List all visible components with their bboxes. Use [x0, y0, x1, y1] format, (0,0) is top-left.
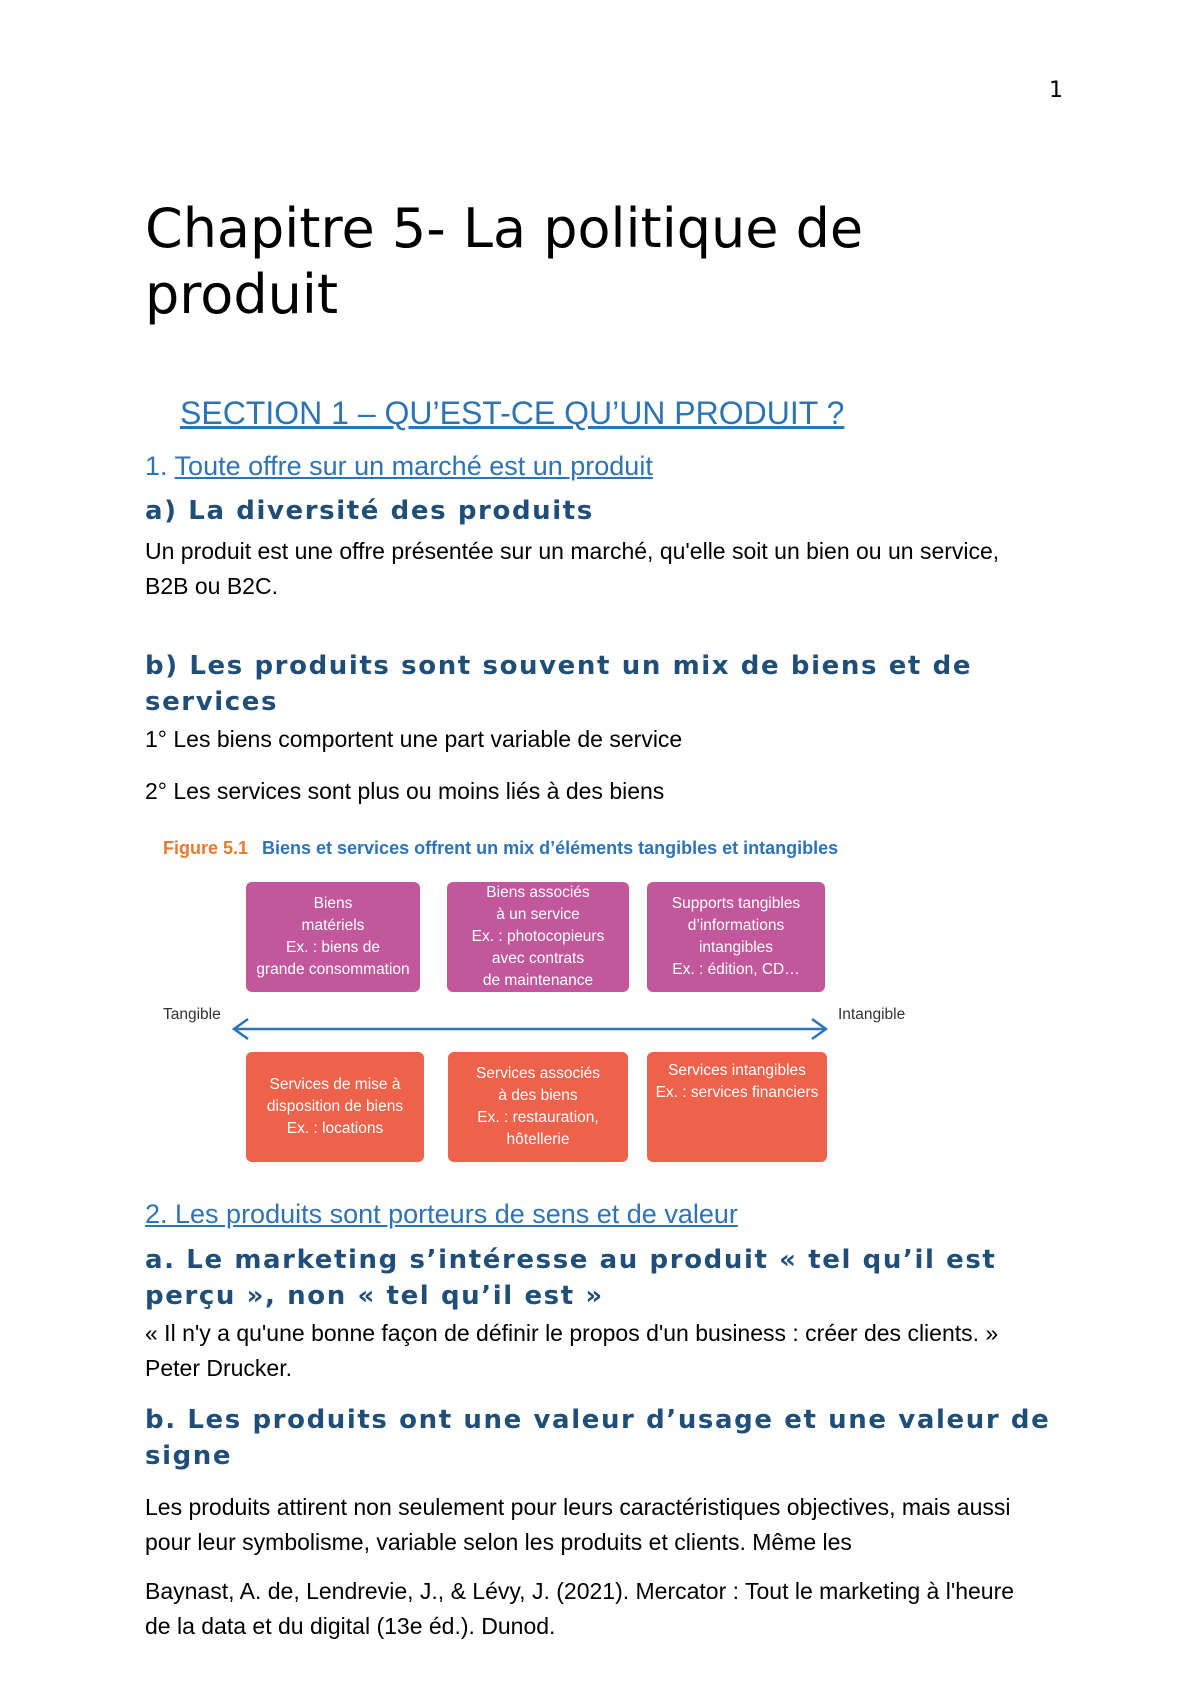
box-line: Ex. : biens de: [286, 939, 380, 956]
figure-number: Figure 5.1: [163, 838, 249, 858]
figure-box-top-3: [647, 882, 825, 992]
box-line: avec contrats: [491, 950, 585, 967]
page-number: 1: [1049, 78, 1063, 103]
heading-1-title: Toute offre sur un marché est un produit: [174, 451, 653, 481]
heading-1a: a) La diversité des produits: [145, 496, 594, 526]
figure-caption: Biens et services offrent un mix d’éléments tangibles et intangibles: [262, 838, 839, 858]
box-line: grande consommation: [256, 961, 410, 978]
box-line: disposition de biens: [266, 1098, 404, 1115]
box-line: matériels: [301, 917, 365, 934]
paragraph-1b-point1: 1° Les biens comportent une part variable de service: [145, 726, 683, 752]
box-line: intangibles: [698, 939, 774, 956]
heading-1: [145, 451, 653, 482]
heading-1b: b) Les produits sont souvent un mix de biens et de services: [145, 651, 973, 717]
figure-box-bottom-3: [647, 1052, 827, 1162]
box-line: Biens associés: [486, 884, 590, 901]
box-line: Services associés: [475, 1065, 601, 1082]
heading-2: [145, 1199, 738, 1230]
paragraph-1a: Un produit est une offre présentée sur un marché, qu'elle soit un bien ou un service, B2B ou B2C.: [145, 538, 1000, 599]
box-line: Ex. : locations: [286, 1120, 384, 1137]
box-line: Ex. : photocopieurs: [471, 928, 605, 945]
chapter-title: Chapitre 5- La politique de produit: [145, 197, 864, 326]
figure: [160, 838, 920, 1158]
heading-1-number: 1.: [145, 451, 168, 481]
paragraph-2b: Les produits attirent non seulement pour leurs caractéristiques objectives, mais aussi pour leur symbolisme, variable selon les produits et clients. Même les: [145, 1494, 1011, 1555]
quote-drucker: « Il n'y a qu'une bonne façon de définir le propos d'un business : créer des clients. » Peter Drucker.: [145, 1320, 999, 1381]
figure-box-bottom-2: [448, 1052, 628, 1162]
box-line: Ex. : édition, CD…: [672, 961, 800, 978]
box-line: hôtellerie: [506, 1131, 570, 1148]
paragraph-1b-point2: 2° Les services sont plus ou moins liés à des biens: [145, 778, 665, 804]
box-line: à un service: [496, 906, 580, 923]
box-line: Ex. : restauration,: [477, 1109, 599, 1126]
axis-label-tangible: Tangible: [163, 1006, 221, 1023]
tangible-intangible-arrow: [230, 1016, 830, 1042]
figure-box-bottom-1: [246, 1052, 424, 1162]
box-line: Biens: [313, 895, 353, 912]
axis-label-intangible: Intangible: [838, 1006, 906, 1023]
box-line: de maintenance: [482, 972, 594, 989]
heading-2a: a. Le marketing s’intéresse au produit « tel qu’il est perçu », non « tel qu’il est »: [145, 1245, 997, 1311]
box-line: Supports tangibles: [671, 895, 801, 912]
section-title: SECTION 1 – QU’EST-CE QU’UN PRODUIT ?: [180, 395, 845, 431]
box-line: Services intangibles: [668, 1062, 806, 1079]
heading-2-title: 2. Les produits sont porteurs de sens et de valeur: [145, 1199, 738, 1229]
box-line: d’informations: [687, 917, 785, 934]
heading-2b: b. Les produits ont une valeur d’usage et une valeur de signe: [145, 1405, 1051, 1471]
box-line: à des biens: [498, 1087, 578, 1104]
box-line: Services de mise à: [269, 1076, 401, 1093]
figure-box-top-2: [447, 882, 629, 992]
figure-box-top-1: [246, 882, 420, 992]
reference: Baynast, A. de, Lendrevie, J., & Lévy, J. (2021). Mercator : Tout le marketing à l'heure de la data et du digital (13e éd.). Dunod.: [145, 1578, 1015, 1639]
box-line: Ex. : services financiers: [655, 1084, 819, 1101]
